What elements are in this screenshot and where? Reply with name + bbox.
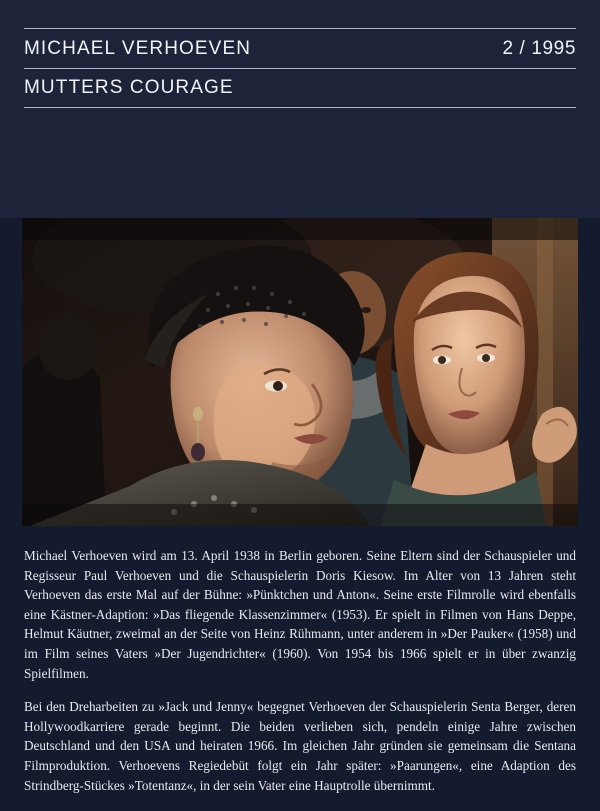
director-name: MICHAEL VERHOEVEN <box>24 38 252 59</box>
header-rule-bottom <box>24 107 576 108</box>
title-row <box>24 38 576 60</box>
film-still-illustration <box>22 218 578 526</box>
header-rule-top <box>24 28 576 29</box>
paragraph-2: Bei den Dreharbeiten zu »Jack und Jenny« begegnet Verhoeven der Schauspielerin Senta Berger, deren Hollywoodkarriere gerade beginnt. Die beiden verlieben sich, pendeln einige Jahre zwischen Deutschland und den USA und heiraten 1966. Im gleichen Jahr gründen sie gemeinsam die Sentana Filmproduktion. Verhoevens Regiedebüt folgt ein Jahr später: »Paarungen«, eine Adaption des Strindberg-Stückes »Totentanz«, in der sein Vater eine Hauptrolle übernimmt. <box>24 699 576 793</box>
film-still-photo <box>22 218 578 526</box>
issue-number: 2 / 1995 <box>502 38 576 59</box>
article-body <box>24 546 576 795</box>
paragraph-1: Michael Verhoeven wird am 13. April 1938 in Berlin geboren. Seine Eltern sind der Schauspieler und Regisseur Paul Verhoeven und die Schauspielerin Doris Kiesow. Im Alter von 13 Jahren steht Verhoeven das erste Mal auf der Bühne: »Pünktchen und Anton«. Seine erste Filmrolle wird ebenfalls eine Kästner-Adaption: »Das fliegende Klassenzimmer« (1953). Er spielt in Filmen von Hans Deppe, Helmut Käutner, zweimal an der Seite von Heinz Rühmann, unter anderem in »Der Pauker« (1958) und im Film seines Vaters »Der Jugendrichter« (1960). Von 1954 bis 1966 spielt er in über zwanzig Spielfilmen. <box>24 548 576 681</box>
page-header <box>0 0 600 218</box>
header-rule-middle <box>24 68 576 69</box>
film-title: MUTTERS COURAGE <box>24 77 234 98</box>
